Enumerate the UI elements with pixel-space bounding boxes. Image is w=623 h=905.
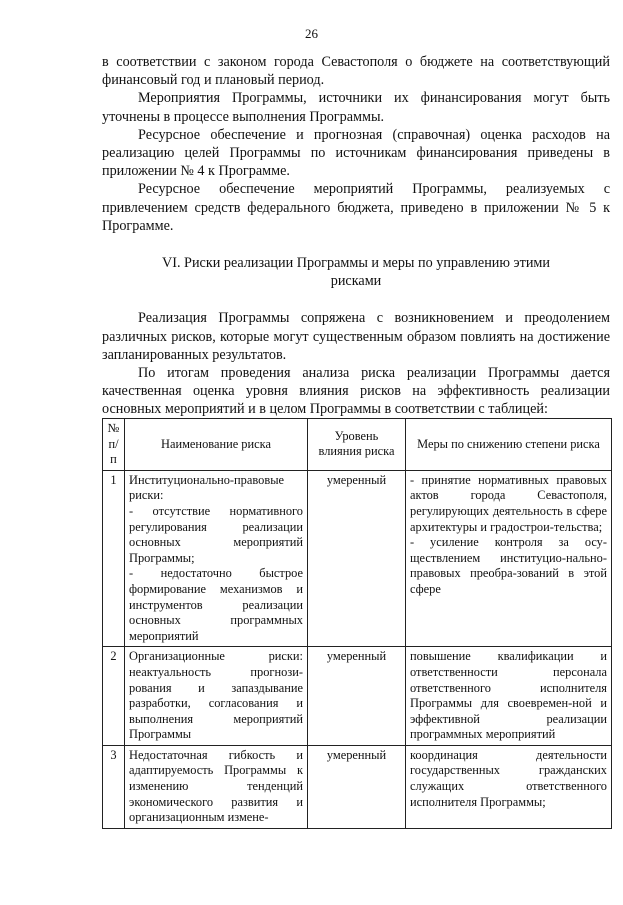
paragraph-risk-analysis: По итогам проведения анализа риска реализации Программы дается качественная оценка уровня влияния рисков на эффективность реализации основных мероприятий и в целом Программы в соответствии с таблицей: bbox=[102, 365, 610, 418]
impact-level-cell: умеренный bbox=[308, 647, 406, 746]
header-risk-name: Наименование риска bbox=[125, 419, 308, 471]
page-number: 26 bbox=[305, 26, 318, 41]
mitigation-line: повышение квалификации и ответственности персонала ответственного исполнителя Программы для своевремен-ной и эффективной реализации программных мероприятий bbox=[410, 649, 607, 742]
mitigation-cell bbox=[406, 470, 612, 647]
risk-name-line: Институционально-правовые риски: bbox=[129, 472, 285, 503]
row-number: 2 bbox=[103, 647, 125, 746]
risk-table bbox=[102, 418, 612, 829]
risk-name-line: Организационные риски: неактуальность прогнози-рования и запаздывание разработки, согласования и выполнения мероприятий Программы bbox=[129, 649, 303, 742]
mitigation-cell bbox=[406, 745, 612, 828]
paragraph-program-activities: Мероприятия Программы, источники их финансирования могут быть уточнены в процессе выполнения Программы. bbox=[102, 90, 610, 125]
header-impact-level: Уровень влияния риска bbox=[308, 419, 406, 471]
document-body bbox=[102, 53, 610, 419]
risk-name-line: - недостаточно быстрое формирование механизмов и инструментов реализации основных программных мероприятий bbox=[129, 566, 303, 643]
paragraph-budget-law: в соответствии с законом города Севастополя о бюджете на соответствующий финансовый год и плановый период. bbox=[102, 54, 610, 89]
section-title: VI. Риски реализации Программы и меры по управлению этими рисками bbox=[161, 255, 550, 290]
mitigation-line: координация деятельности государственных гражданских служащих ответственного исполнителя Программы; bbox=[410, 747, 607, 809]
mitigation-line: - принятие нормативных правовых актов города Севастополя, регулирующих деятельность в сфере архитектуры и градострои-тельства; bbox=[410, 472, 607, 534]
paragraph-resource-estimate: Ресурсное обеспечение и прогнозная (справочная) оценка расходов на реализацию целей Программы по источникам финансирования приведены в приложении № 4 к Программе. bbox=[102, 126, 610, 180]
risk-name-line: Недостаточная гибкость и адаптируемость Программы к изменению тенденций экономического развития и организационным измене- bbox=[129, 747, 303, 825]
risk-name-cell bbox=[125, 745, 308, 828]
row-number: 1 bbox=[103, 470, 125, 647]
risk-name-cell bbox=[125, 647, 308, 746]
paragraph-risks-intro: Реализация Программы сопряжена с возникновением и преодолением различных рисков, которые могут существенным образом повлиять на достижение запланированных результатов. bbox=[102, 310, 610, 363]
table-row bbox=[103, 647, 612, 746]
risk-name-line: - отсутствие нормативного регулирования реализации основных мероприятий Программы; bbox=[129, 503, 303, 565]
impact-level-cell: умеренный bbox=[308, 470, 406, 647]
risk-name-cell bbox=[125, 470, 308, 647]
impact-level-cell: умеренный bbox=[308, 745, 406, 828]
mitigation-line: - усиление контроля за осу-ществлением институцио-нально-правовых преобра-зований в этой сфере bbox=[410, 535, 607, 596]
table-row bbox=[103, 745, 612, 828]
header-num: № п/п bbox=[103, 419, 125, 471]
header-mitigation-measures: Меры по снижению степени риска bbox=[406, 419, 612, 471]
table-header-row bbox=[103, 419, 612, 471]
row-number: 3 bbox=[103, 745, 125, 828]
mitigation-cell bbox=[406, 647, 612, 746]
table-row bbox=[103, 470, 612, 647]
paragraph-federal-budget: Ресурсное обеспечение мероприятий Программы, реализуемых с привлечением средств федерального бюджета, приведено в приложении № 5 к Программе. bbox=[102, 181, 610, 234]
